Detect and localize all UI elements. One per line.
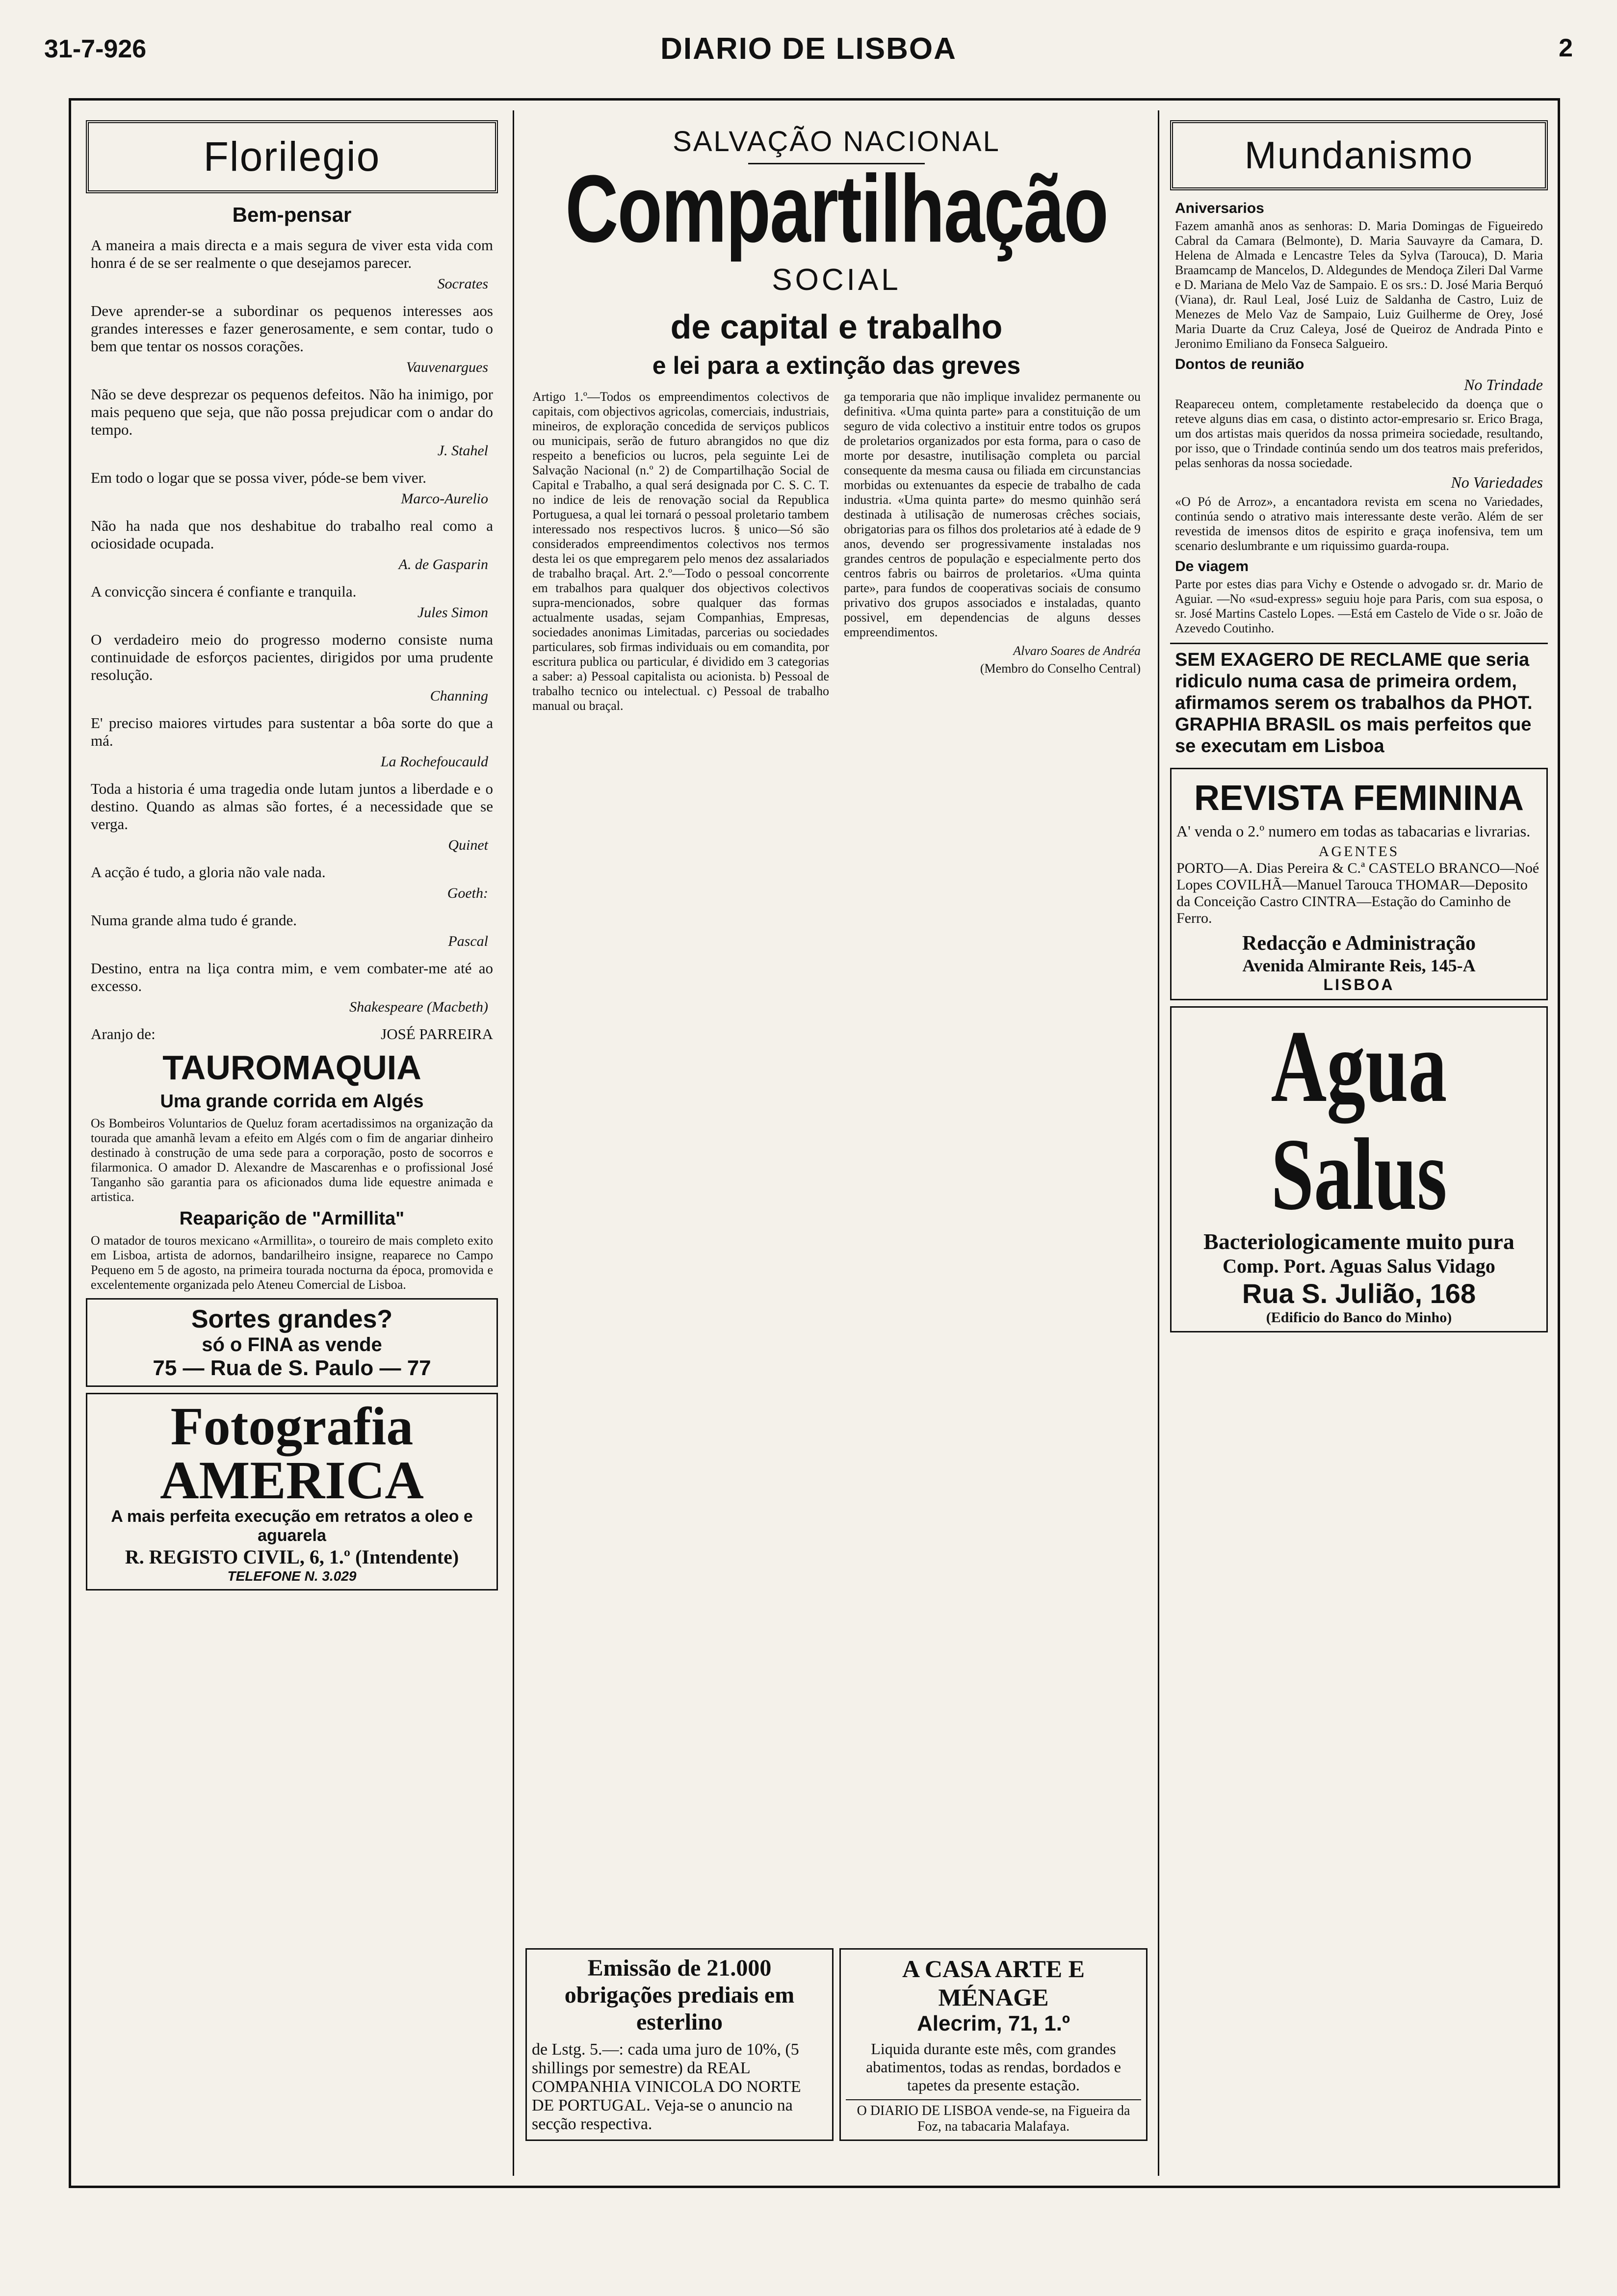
quote-author: A. de Gasparin: [398, 556, 488, 573]
agua-salus-tagline: Bacteriologicamente muito pura: [1203, 1229, 1514, 1254]
diario-sale-note: O DIARIO DE LISBOA vende-se, na Figueira da Foz, na tabacaria Malafaya.: [846, 2099, 1141, 2135]
quote-author: Goeth:: [447, 885, 488, 901]
quote-author: Vauvenargues: [406, 359, 488, 375]
article-col-b: [844, 390, 1141, 717]
quote-author: J. Stahel: [437, 443, 488, 459]
lead-article-header: [522, 125, 1150, 380]
agentes-list: PORTO—A. Dias Pereira & C.ª CASTELO BRANCO—Noé Lopes COVILHÃ—Manuel Tarouca THOMAR—Deposito da Conceição Castro CINTRA—Estação do Caminho de Ferro.: [1176, 860, 1539, 926]
center-column: [522, 101, 1150, 2186]
quote-author: Pascal: [448, 933, 488, 949]
variedades-heading: No Variedades: [1451, 473, 1543, 491]
revista-text: A' venda o 2.º numero em todas as tabacarias e livrarias.: [1176, 822, 1531, 840]
article-signature: Alvaro Soares de Andréa: [1013, 644, 1141, 658]
page-frame: [69, 98, 1560, 2188]
quote-author: Quinet: [448, 837, 488, 853]
agentes-heading: AGENTES: [1318, 843, 1400, 860]
arranjo-line: [91, 1025, 493, 1043]
page-number: 2: [1559, 34, 1573, 62]
quote-text: Deve aprender-se a subordinar os pequenos interesses aos grandes interesses e fazer generosamente, e sem contar, tudo o bem que tentar os nossos corações.: [91, 302, 493, 355]
quote-text: Não ha nada que nos deshabitue do trabalho real como a ociosidade ocupada.: [91, 517, 493, 552]
quote-author: Socrates: [437, 276, 488, 292]
quote-text: Não se deve desprezar os pequenos defeitos. Não ha inimigo, por mais pequeno que seja, que não possa prejudicar com o andar do tempo.: [91, 386, 493, 438]
article-col-a: [532, 390, 829, 717]
arte-menage-title: A CASA ARTE E MÉNAGE: [902, 1955, 1085, 2011]
quote-text: Toda a historia é uma tragedia onde lutam juntos a liberdade e o destino. Quando as almas são fortes, é a necessidade que se verga.: [91, 780, 493, 833]
right-column: [1165, 101, 1553, 2186]
quote-author: Marco-Aurelio: [401, 491, 488, 507]
fotografia-line1: Fotografia: [170, 1396, 414, 1456]
avenida-address: Avenida Almirante Reis, 145-A: [1242, 956, 1476, 975]
redaccao-label: Redacção e Administração: [1242, 932, 1476, 955]
variedades-text: «O Pó de Arroz», a encantadora revista em scena no Variedades, continúa sendo o atrativo mais interessante deste verão. Além de ser revestida de imensos ditos de espirito e graça inofensiva, tem um scenario deslumbrante e um riquissimo guarda-roupa.: [1175, 495, 1543, 553]
quote-text: E' preciso maiores virtudes para sustentar a bôa sorte do que a má.: [91, 714, 493, 749]
florilegio-title: Florilegio: [86, 120, 498, 193]
fotografia-line5: TELEFONE N. 3.029: [227, 1568, 357, 1584]
lisboa-label: LISBOA: [1323, 976, 1395, 993]
agua-salus-ad: [1170, 1006, 1548, 1332]
sortes-line2: só o FINA as vende: [202, 1334, 382, 1356]
article-text-b: ga temporaria que não implique invalidez permanente ou definitiva. «Uma quinta parte» para a constituição de um seguro de vida colectivo a instituir entre todos os grupos de proletarios organizados por esta forma, para o caso de morte por desastre, inutilisação completa ou parcial consequente da mesma causa ou filiada em circunstancias morbidas ou extenuantes da especie de trabalho de cada industria. «Uma quinta parte» do mesmo quinhão será destinada à utilisação de numerosas crêches sociais, obrigatorias para os filhos dos proletarios até à edade de 9 anos, devendo ser progressivamente instaladas nos grandes centros de população e especialmente perto dos centros fabris ou bairros de proletarios. «Uma quinta parte», para fundos de cooperativas sociais de consumo privativo dos grupos associados e instaladas, quanto possivel, em dependencias de alguns desses empreendimentos.: [844, 390, 1141, 639]
column-divider: [1158, 110, 1159, 2176]
aniversarios-text: Fazem amanhã anos as senhoras: D. Maria Domingas de Figueiredo Cabral da Camara (Belmonte), D. Maria Sauvayre da Camara, D. Helena de Almada e Lencastre Teles da Sylva (Tarouca), D. Maria Braamcamp de Mancelos, D. Aldegundes de Mendoça Zileri Dal Varme e D. Mariana de Melo Vaz de Sampaio. E os srs.: D. José Maria Berquó (Viana), dr. Raul Leal, José Luiz de Saldanha de Castro, Luiz de Menezes de Melo Vaz de Sampaio, Luiz Guilherme de Orey, José Maria Duarte da Cruz Caleya, José de Queiroz de Andrada Pinto e Jeronimo Emiliano da Fonseca Salgueiro.: [1175, 219, 1543, 351]
headline-lei: e lei para a extinção das greves: [652, 352, 1021, 379]
arte-menage-ad: [839, 1948, 1148, 2141]
trindade-text: Reapareceu ontem, completamente restabelecido da doença que o reteve alguns dias em casa, o distinto actor-empresario sr. Erico Braga, um dos artistas mais queridos da nossa primeira sociedade, resultando, por isso, que o Trindade continúa sendo um dos teatros mais preferidos, pelas senhoras da nossa sociedade.: [1175, 397, 1543, 470]
bem-pensar-subtitle: Bem-pensar: [232, 203, 352, 226]
trindade-heading: No Trindade: [1464, 376, 1543, 393]
fotografia-line2: AMERICA: [160, 1450, 424, 1510]
quote-text: Destino, entra na liça contra mim, e vem combater-me até ao excesso.: [91, 960, 493, 994]
quote-text: Numa grande alma tudo é grande.: [91, 912, 297, 929]
arranjo-name: JOSÉ PARREIRA: [381, 1025, 493, 1043]
reclame-ad: SEM EXAGERO DE RECLAME que seria ridiculo numa casa de primeira ordem, afirmamos serem os trabalhos da PHOT. GRAPHIA BRASIL os mais perfeitos que se executam em Lisboa: [1170, 643, 1548, 762]
quote-text: O verdadeiro meio do progresso moderno consiste numa continuidade de esforços pacientes, dirigidos por uma prudente resolução.: [91, 631, 493, 683]
fotografia-line4: R. REGISTO CIVIL, 6, 1.º (Intendente): [125, 1546, 459, 1568]
revista-title: REVISTA FEMININA: [1194, 779, 1524, 818]
quote-author: Channing: [430, 688, 488, 704]
article-body: [522, 390, 1150, 717]
quote-author: Jules Simon: [417, 604, 488, 621]
headline-social: SOCIAL: [772, 263, 901, 297]
headline: Compartilhação: [565, 155, 1108, 262]
obrigacoes-text: de Lstg. 5.—: cada uma juro de 10%, (5 shillings por semestre) da REAL COMPANHIA VINICOLA DO NORTE DE PORTUGAL. Veja-se o anuncio na secção respectiva.: [532, 2040, 801, 2133]
quote-text: Em todo o logar que se possa viver, póde-se bem viver.: [91, 469, 427, 486]
sortes-ad: [86, 1298, 498, 1387]
kicker: SALVAÇÃO NACIONAL: [673, 126, 1000, 157]
article-signature-note: (Membro do Conselho Central): [980, 661, 1141, 676]
article-text-a: Artigo 1.º—Todos os empreendimentos colectivos de capitais, com objectivos agricolas, comerciais, industriais, mineiros, de exploração concedida de serviços publicos ou municipais, serão de futuro abrangidos no que diz respeito a beneficios ou lucros, pela seguinte Lei de Salvação Nacional (n.º 2) de Compartilhação Social de Capital e Trabalho, a qual será designada por C. S. C. T. no indice de leis de renovação social da Republica Portuguesa, a qual lei tornará o pessoal proletario tambem interessado nos respectivos lucros. § unico—Só são considerados empreendimentos colectivos nos termos desta lei os que empregarem pelo menos dez assalariados de trabalho braçal. Art. 2.º—Todo o pessoal concorrente em trabalhos para qualquer dos objectivos colectivos supra-mencionados, sobre qualquer das formas actualmente usadas, sejam Companhias, Empresas, sociedades anonimas Limitadas, parcerias ou sociedades particulares, sob firmas individuais ou em comandita, por escritura publica ou particular, é dividido em 3 categorias a saber: a) Pessoal capitalista ou acionista. b) Pessoal de trabalho tecnico ou intelectual. c) Pessoal de trabalho manual ou braçal.: [532, 390, 829, 713]
obrigacoes-title: Emissão de 21.000 obrigações prediais em esterlino: [564, 1955, 795, 2035]
arranjo-label: Aranjo de:: [91, 1025, 156, 1043]
agua-salus-company: Comp. Port. Aguas Salus Vidago: [1223, 1255, 1495, 1277]
armillita-heading: Reaparição de "Armillita": [179, 1208, 405, 1229]
masthead: DIARIO DE LISBOA: [660, 32, 957, 66]
fotografia-line3: A mais perfeita execução em retratos a oleo e aguarela: [111, 1507, 473, 1545]
sortes-line3: 75 — Rua de S. Paulo — 77: [153, 1356, 431, 1380]
quote-list: [81, 236, 503, 1016]
agua-salus-title: Agua Salus: [1271, 1010, 1447, 1231]
fotografia-ad: [86, 1393, 498, 1591]
tauromaquia-subtitle: Uma grande corrida em Algés: [160, 1091, 424, 1112]
reuniao-heading: Dontos de reunião: [1175, 356, 1304, 372]
arte-menage-text: Liquida durante este mês, com grandes abatimentos, todas as rendas, bordados e tapetes da presente estação.: [866, 2040, 1121, 2094]
quote-author: La Rochefoucauld: [380, 754, 488, 770]
issue-date: 31-7-926: [44, 35, 147, 63]
arte-menage-address: Alecrim, 71, 1.º: [916, 2011, 1070, 2035]
quote-author: Shakespeare (Macbeth): [349, 999, 488, 1015]
column-divider: [513, 110, 514, 2176]
sortes-line1: Sortes grandes?: [191, 1305, 393, 1333]
quote-text: A acção é tudo, a gloria não vale nada.: [91, 863, 326, 881]
tauromaquia-text: Os Bombeiros Voluntarios de Queluz foram acertadissimos na organização da tourada que amanhã levam a efeito em Algés com o fim de angariar dinheiro destinado à construção de uma sede para a corporação, posto de socorros e filarmonica. O amador D. Alexandre de Mascarenhas e o profissional José Tanganho são garantia para os aficionados duma lide equestre animada e artistica.: [91, 1116, 493, 1204]
tauromaquia-title: TAUROMAQUIA: [162, 1048, 421, 1087]
left-column: [81, 101, 503, 2186]
viagem-heading: De viagem: [1175, 558, 1249, 574]
mundanismo-title: Mundanismo: [1170, 120, 1548, 190]
agua-salus-building: (Edificio do Banco do Minho): [1266, 1309, 1452, 1326]
obrigacoes-ad: [525, 1948, 834, 2141]
bottom-ads: [522, 1945, 1150, 2144]
aniversarios-heading: Aniversarios: [1175, 200, 1264, 216]
quote-text: A convicção sincera é confiante e tranquila.: [91, 583, 357, 600]
viagem-text: Parte por estes dias para Vichy e Ostende o advogado sr. dr. Mario de Aguiar. —No «sud-express» seguiu hoje para Paris, com sua esposa, o sr. José Martins Castelo Lopes. —Está em Castelo de Vide o sr. João de Azevedo Coutinho.: [1175, 577, 1543, 635]
revista-ad: [1170, 768, 1548, 1000]
agua-salus-address: Rua S. Julião, 168: [1242, 1278, 1476, 1309]
armillita-text: O matador de touros mexicano «Armillita», o toureiro de mais completo exito em Lisboa, artista de adornos, bandarilheiro insigne, reaparece no Campo Pequeno em 5 de agosto, na primeira tourada nocturna da época, promovida e excelentemente organizada pelo Ateneu Comercial de Lisboa.: [91, 1233, 493, 1292]
headline-capital: de capital e trabalho: [670, 308, 1003, 346]
quote-text: A maneira a mais directa e a mais segura de viver esta vida com honra é de se ser realmente o que desejamos parecer.: [91, 236, 493, 271]
page-header: [44, 29, 1573, 64]
